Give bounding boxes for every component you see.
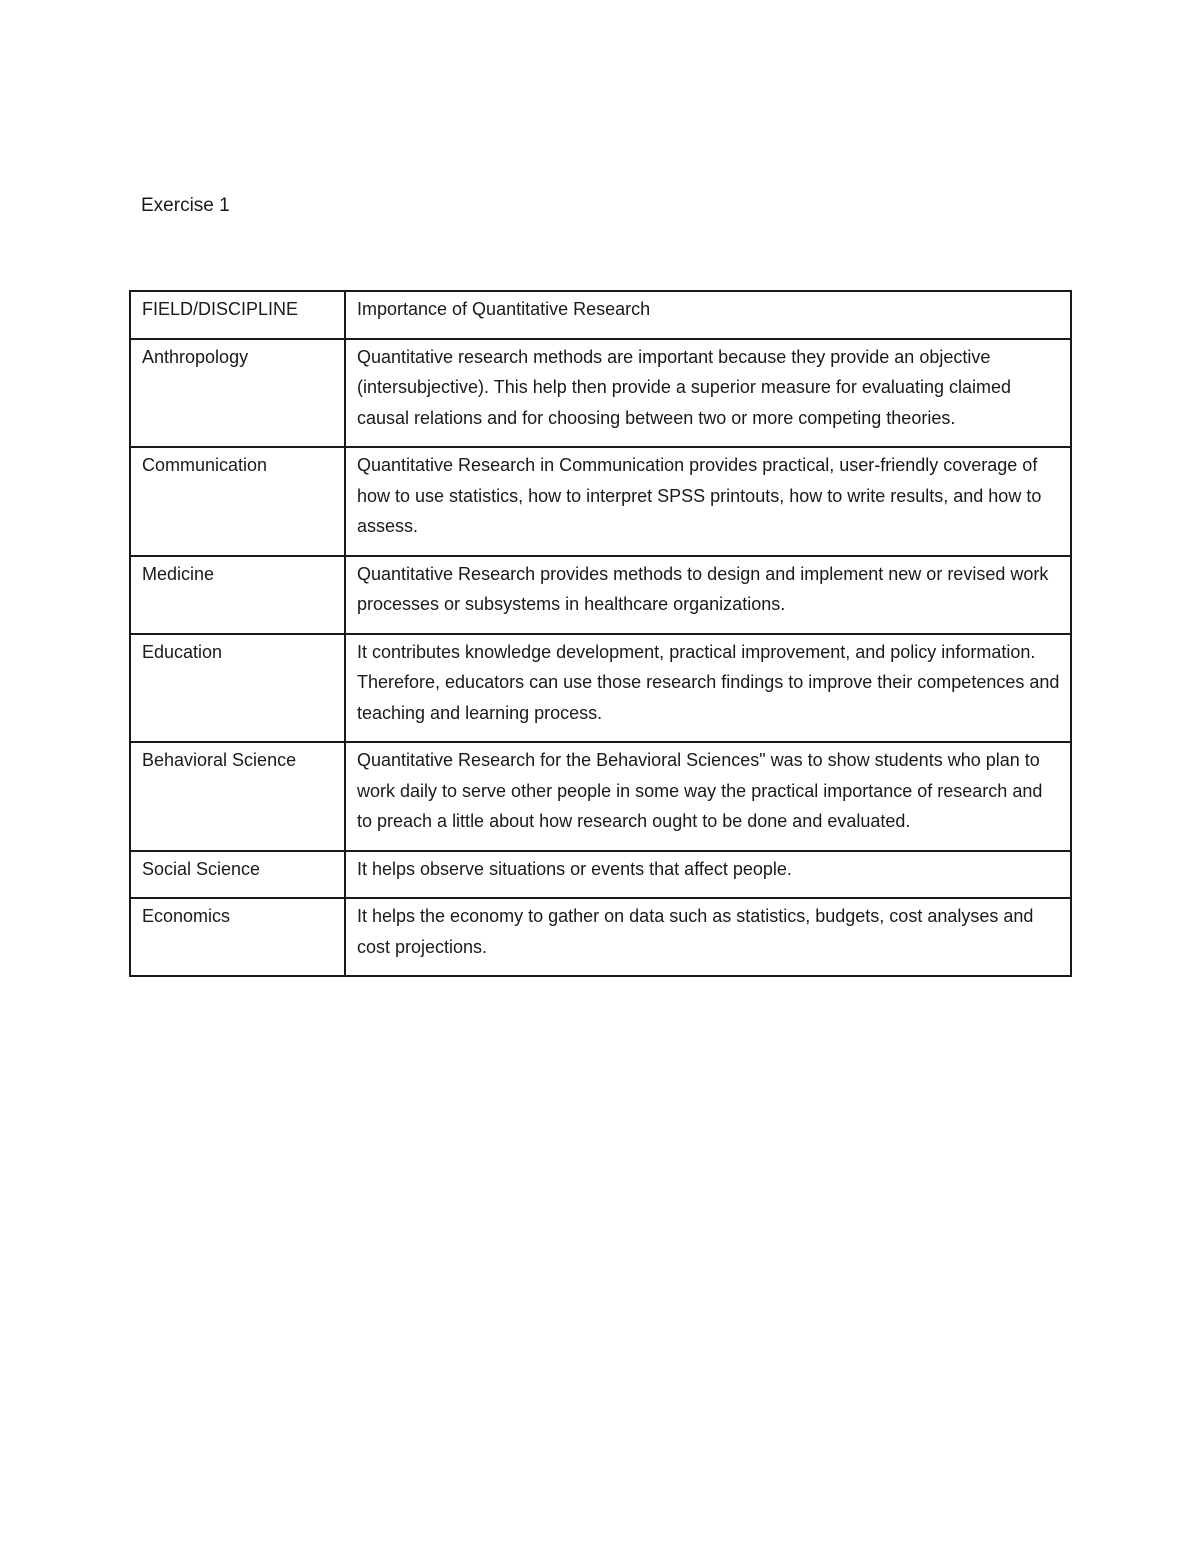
table-row — [130, 556, 1071, 634]
header-field: FIELD/DISCIPLINE — [130, 291, 345, 339]
table-row — [130, 898, 1071, 976]
importance-cell: Quantitative research methods are important because they provide an objective (intersubjective). This help then provide a superior measure for evaluating claimed causal relations and for choosing between two or more competing theories. — [345, 339, 1071, 448]
importance-cell: It contributes knowledge development, practical improvement, and policy information. Therefore, educators can use those research findings to improve their competences and teaching and learning process. — [345, 634, 1071, 743]
table-row — [130, 851, 1071, 899]
field-cell: Behavioral Science — [130, 742, 345, 851]
importance-table — [129, 290, 1072, 977]
table-header-row — [130, 291, 1071, 339]
field-cell: Social Science — [130, 851, 345, 899]
importance-cell: It helps the economy to gather on data such as statistics, budgets, cost analyses and cost projections. — [345, 898, 1071, 976]
importance-cell: Quantitative Research for the Behavioral Sciences" was to show students who plan to work daily to serve other people in some way the practical importance of research and to preach a little about how research ought to be done and evaluated. — [345, 742, 1071, 851]
table-row — [130, 447, 1071, 556]
table-row — [130, 339, 1071, 448]
field-cell: Medicine — [130, 556, 345, 634]
header-importance: Importance of Quantitative Research — [345, 291, 1071, 339]
field-cell: Communication — [130, 447, 345, 556]
table-row — [130, 742, 1071, 851]
field-cell: Economics — [130, 898, 345, 976]
importance-cell: Quantitative Research in Communication provides practical, user-friendly coverage of how to use statistics, how to interpret SPSS printouts, how to write results, and how to assess. — [345, 447, 1071, 556]
importance-cell: Quantitative Research provides methods to design and implement new or revised work processes or subsystems in healthcare organizations. — [345, 556, 1071, 634]
field-cell: Anthropology — [130, 339, 345, 448]
table-row — [130, 634, 1071, 743]
field-cell: Education — [130, 634, 345, 743]
importance-cell: It helps observe situations or events that affect people. — [345, 851, 1071, 899]
page-title: Exercise 1 — [141, 195, 230, 216]
